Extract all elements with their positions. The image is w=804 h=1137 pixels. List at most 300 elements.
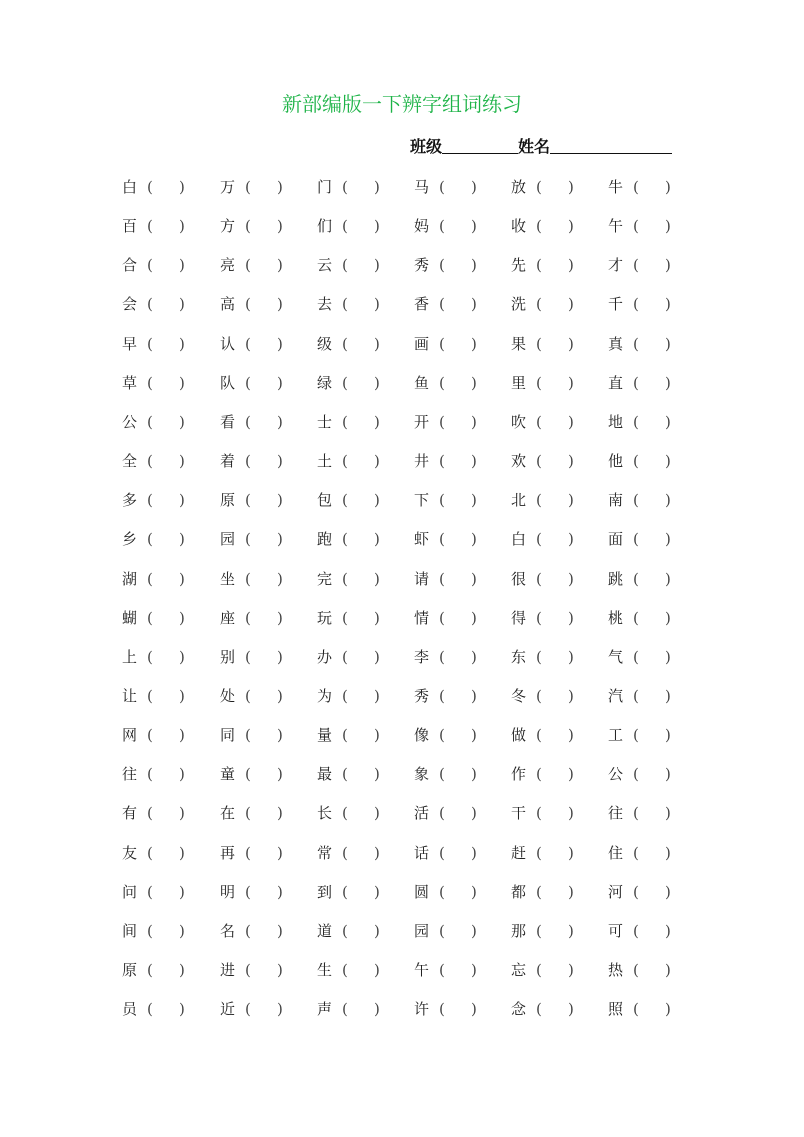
answer-close-paren: ): [374, 334, 380, 353]
answer-close-paren: ): [568, 295, 574, 314]
answer-close-paren: ): [568, 647, 574, 666]
character: 忘: [511, 961, 527, 979]
answer-open-paren[interactable]: (: [633, 1000, 639, 1019]
answer-open-paren[interactable]: (: [147, 373, 153, 392]
answer-open-paren[interactable]: (: [147, 530, 153, 549]
character: 工: [608, 726, 624, 745]
answer-open-paren[interactable]: (: [147, 217, 153, 236]
answer-close-paren: ): [568, 530, 574, 549]
answer-open-paren[interactable]: (: [147, 334, 153, 353]
answer-open-paren[interactable]: (: [342, 804, 348, 823]
answer-close-paren: ): [277, 686, 283, 705]
answer-open-paren[interactable]: (: [147, 1000, 153, 1019]
answer-close-paren: ): [471, 647, 477, 666]
answer-open-paren[interactable]: (: [245, 843, 251, 862]
answer-open-paren[interactable]: (: [245, 765, 251, 784]
character: 去: [317, 295, 333, 314]
answer-close-paren: ): [665, 256, 671, 275]
character: 跳: [608, 569, 624, 588]
answer-open-paren[interactable]: (: [245, 921, 251, 940]
answer-open-paren[interactable]: (: [147, 726, 153, 745]
answer-close-paren: ): [665, 217, 671, 236]
character: 队: [220, 373, 236, 392]
answer-open-paren[interactable]: (: [245, 334, 251, 353]
answer-close-paren: ): [471, 608, 477, 627]
answer-close-paren: ): [568, 256, 574, 275]
character: 住: [608, 843, 624, 862]
answer-open-paren[interactable]: (: [633, 569, 639, 588]
character: 着: [220, 452, 236, 471]
character: 井: [414, 452, 430, 471]
answer-close-paren: ): [179, 530, 185, 549]
character: 绿: [317, 373, 333, 392]
answer-close-paren: ): [471, 452, 477, 471]
answer-open-paren[interactable]: (: [342, 1000, 348, 1019]
character: 话: [414, 843, 430, 862]
answer-open-paren[interactable]: (: [633, 726, 639, 745]
answer-open-paren[interactable]: (: [245, 961, 251, 979]
answer-close-paren: ): [374, 647, 380, 666]
character: 让: [122, 686, 138, 705]
answer-close-paren: ): [179, 217, 185, 236]
answer-open-paren[interactable]: (: [147, 647, 153, 666]
character: 请: [414, 569, 430, 588]
character: 们: [317, 217, 333, 236]
answer-close-paren: ): [277, 608, 283, 627]
answer-open-paren[interactable]: (: [536, 647, 542, 666]
answer-close-paren: ): [374, 256, 380, 275]
answer-open-paren[interactable]: (: [536, 804, 542, 823]
character: 像: [414, 726, 430, 745]
answer-close-paren: ): [665, 608, 671, 627]
answer-open-paren[interactable]: (: [147, 256, 153, 275]
name-label: 姓名: [518, 137, 551, 156]
answer-open-paren[interactable]: (: [536, 491, 542, 510]
answer-close-paren: ): [374, 178, 380, 196]
answer-open-paren[interactable]: (: [439, 178, 445, 196]
answer-close-paren: ): [277, 961, 283, 979]
answer-close-paren: ): [471, 530, 477, 549]
character: 情: [414, 608, 430, 627]
answer-close-paren: ): [471, 961, 477, 979]
character: 白: [122, 178, 138, 196]
answer-open-paren[interactable]: (: [439, 765, 445, 784]
character: 园: [220, 530, 236, 549]
answer-close-paren: ): [277, 569, 283, 588]
answer-open-paren[interactable]: (: [147, 765, 153, 784]
answer-open-paren[interactable]: (: [439, 217, 445, 236]
answer-close-paren: ): [568, 686, 574, 705]
character: 桃: [608, 608, 624, 627]
answer-close-paren: ): [665, 921, 671, 940]
answer-close-paren: ): [471, 921, 477, 940]
answer-close-paren: ): [568, 334, 574, 353]
answer-close-paren: ): [568, 608, 574, 627]
answer-close-paren: ): [665, 491, 671, 510]
answer-open-paren[interactable]: (: [342, 686, 348, 705]
answer-open-paren[interactable]: (: [439, 686, 445, 705]
answer-open-paren[interactable]: (: [439, 256, 445, 275]
character: 长: [317, 804, 333, 823]
answer-open-paren[interactable]: (: [245, 373, 251, 392]
answer-open-paren[interactable]: (: [536, 412, 542, 431]
answer-open-paren[interactable]: (: [536, 686, 542, 705]
answer-open-paren[interactable]: (: [439, 804, 445, 823]
answer-open-paren[interactable]: (: [536, 726, 542, 745]
answer-close-paren: ): [179, 726, 185, 745]
character: 冬: [511, 686, 527, 705]
answer-close-paren: ): [179, 686, 185, 705]
answer-open-paren[interactable]: (: [245, 569, 251, 588]
answer-open-paren[interactable]: (: [439, 961, 445, 979]
character: 再: [220, 843, 236, 862]
answer-open-paren[interactable]: (: [342, 843, 348, 862]
answer-close-paren: ): [179, 804, 185, 823]
answer-close-paren: ): [277, 373, 283, 392]
answer-close-paren: ): [665, 412, 671, 431]
answer-open-paren[interactable]: (: [439, 334, 445, 353]
answer-open-paren[interactable]: (: [536, 569, 542, 588]
answer-open-paren[interactable]: (: [245, 1000, 251, 1019]
answer-open-paren[interactable]: (: [245, 452, 251, 471]
answer-close-paren: ): [665, 647, 671, 666]
answer-close-paren: ): [179, 373, 185, 392]
answer-open-paren[interactable]: (: [439, 921, 445, 940]
character: 有: [122, 804, 138, 823]
answer-close-paren: ): [471, 295, 477, 314]
answer-close-paren: ): [665, 373, 671, 392]
answer-open-paren[interactable]: (: [536, 1000, 542, 1019]
answer-open-paren[interactable]: (: [147, 412, 153, 431]
answer-open-paren[interactable]: (: [633, 804, 639, 823]
character: 道: [317, 921, 333, 940]
answer-open-paren[interactable]: (: [245, 491, 251, 510]
answer-open-paren[interactable]: (: [536, 765, 542, 784]
answer-open-paren[interactable]: (: [536, 256, 542, 275]
answer-open-paren[interactable]: (: [439, 843, 445, 862]
answer-open-paren[interactable]: (: [147, 178, 153, 196]
character: 上: [122, 647, 138, 666]
answer-close-paren: ): [277, 765, 283, 784]
answer-close-paren: ): [471, 843, 477, 862]
answer-open-paren[interactable]: (: [147, 843, 153, 862]
answer-open-paren[interactable]: (: [147, 569, 153, 588]
answer-close-paren: ): [665, 765, 671, 784]
character: 百: [122, 217, 138, 236]
character: 别: [220, 647, 236, 666]
answer-close-paren: ): [179, 178, 185, 196]
answer-close-paren: ): [374, 921, 380, 940]
answer-open-paren[interactable]: (: [633, 412, 639, 431]
answer-close-paren: ): [374, 569, 380, 588]
answer-open-paren[interactable]: (: [342, 256, 348, 275]
answer-open-paren[interactable]: (: [633, 256, 639, 275]
answer-open-paren[interactable]: (: [342, 373, 348, 392]
character: 士: [317, 412, 333, 431]
answer-close-paren: ): [277, 217, 283, 236]
answer-open-paren[interactable]: (: [633, 334, 639, 353]
answer-close-paren: ): [374, 882, 380, 901]
character: 象: [414, 765, 430, 784]
answer-open-paren[interactable]: (: [342, 217, 348, 236]
answer-close-paren: ): [665, 882, 671, 901]
answer-open-paren[interactable]: (: [147, 961, 153, 979]
answer-open-paren[interactable]: (: [342, 452, 348, 471]
character: 草: [122, 373, 138, 392]
answer-open-paren[interactable]: (: [342, 961, 348, 979]
answer-open-paren[interactable]: (: [633, 961, 639, 979]
answer-close-paren: ): [374, 1000, 380, 1019]
answer-open-paren[interactable]: (: [342, 491, 348, 510]
answer-open-paren[interactable]: (: [342, 569, 348, 588]
answer-close-paren: ): [665, 178, 671, 196]
character: 问: [122, 882, 138, 901]
answer-open-paren[interactable]: (: [245, 608, 251, 627]
answer-open-paren[interactable]: (: [439, 452, 445, 471]
answer-open-paren[interactable]: (: [147, 882, 153, 901]
character: 李: [414, 647, 430, 666]
answer-open-paren[interactable]: (: [147, 295, 153, 314]
answer-open-paren[interactable]: (: [245, 804, 251, 823]
answer-open-paren[interactable]: (: [342, 295, 348, 314]
answer-open-paren[interactable]: (: [536, 961, 542, 979]
answer-open-paren[interactable]: (: [147, 921, 153, 940]
answer-open-paren[interactable]: (: [342, 882, 348, 901]
answer-open-paren[interactable]: (: [342, 726, 348, 745]
answer-close-paren: ): [374, 843, 380, 862]
answer-open-paren[interactable]: (: [633, 295, 639, 314]
character: 在: [220, 804, 236, 823]
answer-close-paren: ): [568, 882, 574, 901]
answer-close-paren: ): [179, 256, 185, 275]
answer-open-paren[interactable]: (: [633, 843, 639, 862]
character: 得: [511, 608, 527, 627]
answer-open-paren[interactable]: (: [536, 295, 542, 314]
answer-open-paren[interactable]: (: [439, 569, 445, 588]
answer-open-paren[interactable]: (: [147, 686, 153, 705]
character: 生: [317, 961, 333, 979]
answer-close-paren: ): [179, 334, 185, 353]
answer-open-paren[interactable]: (: [536, 921, 542, 940]
character: 妈: [414, 217, 430, 236]
answer-close-paren: ): [179, 647, 185, 666]
answer-open-paren[interactable]: (: [439, 373, 445, 392]
answer-open-paren[interactable]: (: [245, 882, 251, 901]
answer-close-paren: ): [568, 373, 574, 392]
answer-open-paren[interactable]: (: [536, 452, 542, 471]
answer-open-paren[interactable]: (: [536, 217, 542, 236]
answer-open-paren[interactable]: (: [342, 412, 348, 431]
character: 秀: [414, 686, 430, 705]
name-blank[interactable]: [550, 137, 672, 154]
answer-close-paren: ): [665, 686, 671, 705]
character: 南: [608, 491, 624, 510]
answer-close-paren: ): [179, 569, 185, 588]
answer-open-paren[interactable]: (: [245, 295, 251, 314]
answer-open-paren[interactable]: (: [633, 530, 639, 549]
character: 真: [608, 334, 624, 353]
answer-close-paren: ): [665, 961, 671, 979]
character: 直: [608, 373, 624, 392]
answer-open-paren[interactable]: (: [342, 178, 348, 196]
answer-open-paren[interactable]: (: [342, 647, 348, 666]
answer-open-paren[interactable]: (: [245, 647, 251, 666]
answer-open-paren[interactable]: (: [536, 530, 542, 549]
answer-close-paren: ): [568, 765, 574, 784]
answer-open-paren[interactable]: (: [633, 921, 639, 940]
answer-open-paren[interactable]: (: [439, 726, 445, 745]
answer-close-paren: ): [471, 726, 477, 745]
character: 早: [122, 334, 138, 353]
answer-open-paren[interactable]: (: [147, 452, 153, 471]
answer-open-paren[interactable]: (: [439, 491, 445, 510]
answer-open-paren[interactable]: (: [633, 647, 639, 666]
character: 虾: [414, 530, 430, 549]
answer-open-paren[interactable]: (: [245, 178, 251, 196]
answer-open-paren[interactable]: (: [147, 491, 153, 510]
answer-open-paren[interactable]: (: [147, 608, 153, 627]
answer-open-paren[interactable]: (: [439, 647, 445, 666]
answer-close-paren: ): [665, 530, 671, 549]
character: 可: [608, 921, 624, 940]
answer-close-paren: ): [665, 452, 671, 471]
character: 气: [608, 647, 624, 666]
character: 门: [317, 178, 333, 196]
character: 园: [414, 921, 430, 940]
answer-close-paren: ): [277, 647, 283, 666]
character: 完: [317, 569, 333, 588]
answer-close-paren: ): [277, 452, 283, 471]
character: 作: [511, 765, 527, 784]
answer-open-paren[interactable]: (: [536, 178, 542, 196]
answer-open-paren[interactable]: (: [439, 412, 445, 431]
answer-close-paren: ): [277, 921, 283, 940]
character: 往: [608, 804, 624, 823]
answer-close-paren: ): [179, 1000, 185, 1019]
answer-open-paren[interactable]: (: [633, 491, 639, 510]
class-name-line: [410, 134, 672, 157]
answer-open-paren[interactable]: (: [342, 765, 348, 784]
character: 下: [414, 491, 430, 510]
character: 牛: [608, 178, 624, 196]
answer-open-paren[interactable]: (: [536, 373, 542, 392]
answer-close-paren: ): [374, 804, 380, 823]
class-blank[interactable]: [442, 137, 518, 154]
answer-open-paren[interactable]: (: [342, 608, 348, 627]
character: 坐: [220, 569, 236, 588]
character: 午: [414, 961, 430, 979]
answer-open-paren[interactable]: (: [439, 295, 445, 314]
answer-close-paren: ): [277, 491, 283, 510]
answer-close-paren: ): [179, 452, 185, 471]
character: 果: [511, 334, 527, 353]
answer-open-paren[interactable]: (: [536, 843, 542, 862]
answer-close-paren: ): [179, 412, 185, 431]
character: 看: [220, 412, 236, 431]
answer-close-paren: ): [665, 569, 671, 588]
answer-open-paren[interactable]: (: [439, 608, 445, 627]
answer-open-paren[interactable]: (: [536, 334, 542, 353]
answer-open-paren[interactable]: (: [439, 530, 445, 549]
character: 原: [122, 961, 138, 979]
character: 北: [511, 491, 527, 510]
answer-close-paren: ): [179, 608, 185, 627]
answer-open-paren[interactable]: (: [439, 882, 445, 901]
character: 念: [511, 1000, 527, 1019]
answer-open-paren[interactable]: (: [536, 882, 542, 901]
answer-close-paren: ): [568, 569, 574, 588]
answer-open-paren[interactable]: (: [342, 921, 348, 940]
character: 他: [608, 452, 624, 471]
answer-close-paren: ): [277, 726, 283, 745]
answer-open-paren[interactable]: (: [245, 726, 251, 745]
character: 蝴: [122, 608, 138, 627]
character: 会: [122, 295, 138, 314]
answer-open-paren[interactable]: (: [633, 452, 639, 471]
answer-close-paren: ): [374, 530, 380, 549]
character: 合: [122, 256, 138, 275]
answer-open-paren[interactable]: (: [245, 686, 251, 705]
character: 赶: [511, 843, 527, 862]
answer-open-paren[interactable]: (: [633, 765, 639, 784]
answer-open-paren[interactable]: (: [245, 256, 251, 275]
answer-close-paren: ): [277, 882, 283, 901]
answer-close-paren: ): [665, 804, 671, 823]
answer-open-paren[interactable]: (: [633, 686, 639, 705]
answer-open-paren[interactable]: (: [342, 530, 348, 549]
answer-open-paren[interactable]: (: [439, 1000, 445, 1019]
character: 座: [220, 608, 236, 627]
answer-close-paren: ): [374, 373, 380, 392]
answer-close-paren: ): [471, 686, 477, 705]
character: 认: [220, 334, 236, 353]
character: 午: [608, 217, 624, 236]
character: 明: [220, 882, 236, 901]
answer-open-paren[interactable]: (: [633, 882, 639, 901]
answer-close-paren: ): [179, 491, 185, 510]
answer-close-paren: ): [471, 1000, 477, 1019]
character: 名: [220, 921, 236, 940]
answer-close-paren: ): [374, 608, 380, 627]
answer-open-paren[interactable]: (: [633, 373, 639, 392]
answer-close-paren: ): [277, 256, 283, 275]
answer-open-paren[interactable]: (: [147, 804, 153, 823]
character: 欢: [511, 452, 527, 471]
answer-close-paren: ): [374, 961, 380, 979]
answer-close-paren: ): [665, 843, 671, 862]
answer-close-paren: ): [471, 882, 477, 901]
character: 量: [317, 726, 333, 745]
answer-open-paren[interactable]: (: [245, 217, 251, 236]
character: 开: [414, 412, 430, 431]
answer-open-paren[interactable]: (: [536, 608, 542, 627]
answer-open-paren[interactable]: (: [245, 530, 251, 549]
answer-open-paren[interactable]: (: [245, 412, 251, 431]
answer-close-paren: ): [568, 804, 574, 823]
answer-open-paren[interactable]: (: [633, 217, 639, 236]
character: 方: [220, 217, 236, 236]
answer-close-paren: ): [568, 961, 574, 979]
answer-close-paren: ): [665, 726, 671, 745]
answer-open-paren[interactable]: (: [342, 334, 348, 353]
character: 多: [122, 491, 138, 510]
answer-open-paren[interactable]: (: [633, 178, 639, 196]
character: 干: [511, 804, 527, 823]
character: 处: [220, 686, 236, 705]
answer-close-paren: ): [374, 295, 380, 314]
answer-open-paren[interactable]: (: [633, 608, 639, 627]
character: 画: [414, 334, 430, 353]
